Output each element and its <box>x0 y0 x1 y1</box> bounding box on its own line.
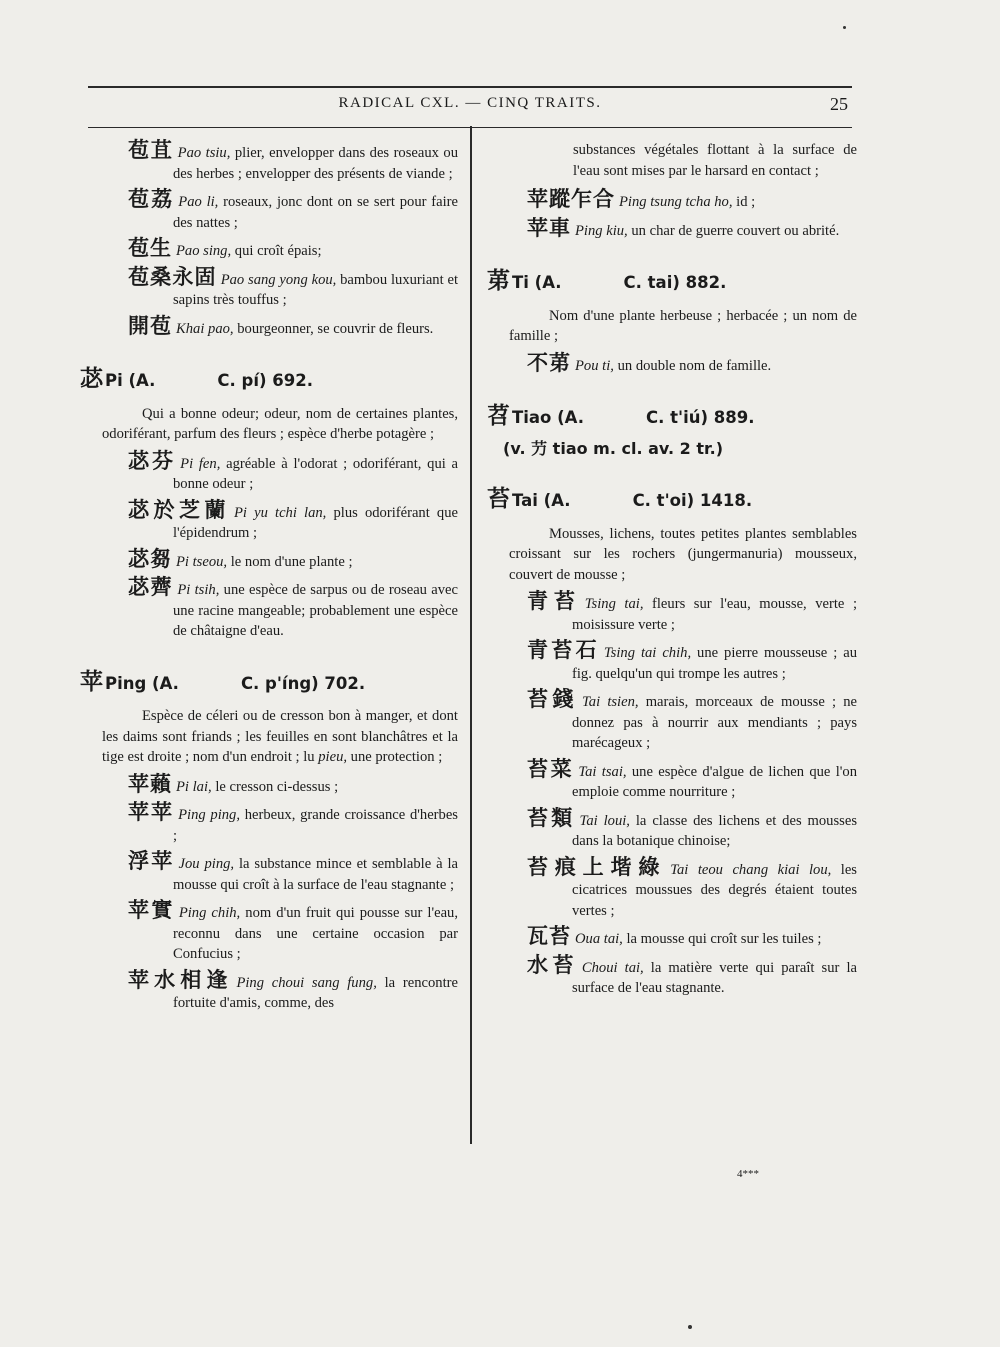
entry-text: fleurs sur l'eau, mousse, verte ; moisissure verte ; <box>572 596 857 633</box>
entry-cjk: 苹蹤乍合 <box>527 187 615 211</box>
entry-romanization: Pao tsiu, <box>177 145 231 161</box>
entry-text: un char de guerre couvert ou abrité. <box>627 222 840 239</box>
entry-romanization: Pao sang yong kou, <box>220 271 337 288</box>
entry-cjk: 苔菜 <box>527 756 575 781</box>
entry-romanization: Pao sing, <box>176 243 232 259</box>
headword-variant <box>487 439 857 460</box>
paper-speck <box>688 1325 692 1329</box>
entry <box>487 591 857 635</box>
entry-romanization: Ping ping, <box>178 807 240 823</box>
entry <box>487 926 857 950</box>
headword-cjk: 苾 <box>80 366 103 392</box>
entry-text: une espèce d'algue de lichen que l'on emploie comme nourriture ; <box>572 763 858 800</box>
entry <box>80 448 458 495</box>
headword-cjk: 苕 <box>487 403 510 429</box>
entry-text: bambou luxuriant et sapins très touffus ; <box>173 271 459 308</box>
entry-romanization: Tai tsai, <box>578 763 627 780</box>
entry-cjk: 苾於芝蘭 <box>128 497 230 522</box>
entry-cjk: 苾芻 <box>128 546 172 571</box>
entry-cjk: 苞荔 <box>128 187 175 211</box>
entry-romanization: Pi fen, <box>180 455 221 472</box>
entry-romanization: Tsing tai, <box>584 596 644 612</box>
entry-cjk: 苹車 <box>527 215 571 240</box>
entry-cjk: 苔類 <box>527 805 576 830</box>
entry-text: roseaux, jonc dont on se sert pour faire des nattes ; <box>173 194 459 231</box>
entry-text: la matière verte qui paraît sur la surface de l'eau stagnante. <box>572 959 857 996</box>
entry-text: une pierre mousseuse ; au fig. quelqu'un qui trompe les autres ; <box>572 645 857 682</box>
entry-text: le cresson ci-dessus ; <box>211 778 339 795</box>
entry <box>487 756 858 803</box>
headword-ref: C. pí) 692. <box>217 371 313 390</box>
entry-cjk: 苾薺 <box>128 575 174 599</box>
entry-text: nom d'un fruit qui pousse sur l'eau, reconnu dans une certaine occasion par Confucius ; <box>173 905 458 962</box>
signature-mark: 4*** <box>737 1168 759 1180</box>
entry <box>487 854 857 922</box>
entry-cjk: 苔痕上堦綠 <box>527 854 667 879</box>
entry-text: le nom d'une plante ; <box>227 553 353 570</box>
headword-title: Ti (A. <box>512 273 562 292</box>
entry-cjk: 苞桑永固 <box>128 264 217 289</box>
entry-cjk: 浮苹 <box>128 849 175 873</box>
entry-cjk: 苞苴 <box>128 138 174 162</box>
column-divider <box>470 126 472 1144</box>
variant-text: (v. <box>503 438 532 458</box>
headword-ref: C. t'oi) 1418. <box>632 491 753 510</box>
page-number: 25 <box>830 94 848 114</box>
entry-romanization: Tai teou chang kiai lou, <box>670 861 832 878</box>
entry-text: qui croît épais; <box>231 243 322 259</box>
running-title: RADICAL CXL. — CINQ TRAITS. <box>338 95 602 111</box>
entry-romanization: Pi lai, <box>176 778 212 795</box>
entry-cjk: 瓦苔 <box>527 924 571 948</box>
entry <box>487 689 857 754</box>
headword-ti <box>487 268 857 294</box>
definition: Nom d'une plante herbeuse ; herbacée ; un nom de famille ; <box>509 307 857 344</box>
entry <box>80 900 458 965</box>
entry-text: un double nom de famille. <box>613 357 772 374</box>
headword-ref: C. t'iú) 889. <box>646 408 755 427</box>
entry-cjk: 苹實 <box>128 898 175 922</box>
headword-ref: C. p'íng) 702. <box>240 673 366 693</box>
entry-romanization: Tai loui, <box>579 812 630 829</box>
entry <box>80 967 458 1014</box>
entry <box>80 546 458 573</box>
entry-text: une espèce de sarpus ou de roseau avec une racine mangeable; probablement une espèce de châtaigne d'eau. <box>173 582 458 639</box>
entry <box>80 802 458 846</box>
entry <box>487 189 857 213</box>
entry-text: herbeux, grande croissance d'herbes ; <box>173 807 458 844</box>
entry-text: plier, envelopper dans des roseaux ou des herbes ; envelopper des présents de viande ; <box>173 145 459 182</box>
entry-text: la classe des lichens et des mousses dans la botanique chinoise; <box>572 812 857 849</box>
entry-text: bourgeonner, se couvrir de fleurs. <box>233 320 434 337</box>
entry-cjk: 水苔 <box>527 952 578 977</box>
entry <box>80 264 459 311</box>
entry-cjk: 苹藾 <box>128 771 172 796</box>
entry <box>487 952 857 999</box>
headword-cjk: 苔 <box>487 486 510 512</box>
entry-text: les cicatrices moussues des degrés étaient toutes vertes ; <box>572 861 857 919</box>
headword-ref: C. tai) 882. <box>623 273 727 292</box>
entry-romanization: Choui tai, <box>581 959 644 976</box>
pao-entries <box>80 140 458 339</box>
entry <box>80 851 458 895</box>
running-header <box>88 86 852 128</box>
entry-cjk: 苹水相逢 <box>128 967 233 992</box>
continuation-text: substances végétales flottant à la surface de l'eau sont mises par le harsard en contact ; <box>573 142 857 179</box>
entry-romanization: Tai tsien, <box>582 694 639 710</box>
entry-romanization: Ping choui sang fung, <box>236 974 377 991</box>
variant-cjk: 芀 <box>531 438 548 458</box>
entry-text: id ; <box>732 194 756 210</box>
definition <box>80 706 458 768</box>
paper-speck <box>843 26 846 29</box>
headword-title: Tiao (A. <box>512 408 585 427</box>
headword-title: Pi (A. <box>105 371 156 390</box>
headword-tiao <box>487 403 857 459</box>
entry <box>80 140 458 184</box>
entry-romanization: Pi yu tchi lan, <box>233 504 327 521</box>
headword-cjk: 苹 <box>80 668 103 695</box>
entry-text: agréable à l'odorat ; odoriférant, qui a bonne odeur ; <box>173 455 458 492</box>
entry-romanization: Ping tsung tcha ho, <box>619 194 733 210</box>
entry <box>80 189 458 233</box>
headword-tai <box>487 486 857 512</box>
entry-cjk: 青苔 <box>527 589 581 613</box>
entry <box>80 771 458 798</box>
entry-romanization: Tsing tai chih, <box>603 645 692 661</box>
right-column <box>487 140 857 1004</box>
entry-romanization: Ping chih, <box>178 905 241 921</box>
entry-romanization: Ping kiu, <box>575 222 628 239</box>
entry-romanization: Oua tai, <box>575 931 623 947</box>
entry <box>487 350 857 377</box>
definition-text: Espèce de céleri ou de cresson bon à manger, et dont les daims sont friands ; les feuilles en sont blanchâtres et la tige est droite ; nom d'un endroit ; lu <box>102 708 458 765</box>
definition-text: une protection ; <box>347 749 443 765</box>
entry-cjk: 青苔石 <box>527 638 600 662</box>
entry-romanization: Pi tseou, <box>176 553 228 570</box>
entry-cjk: 不苐 <box>527 350 571 375</box>
entry-romanization: Pi tsih, <box>177 582 220 598</box>
entry-romanization: Khai pao, <box>176 320 234 337</box>
entry-text: la mousse qui croît sur les tuiles ; <box>622 931 822 947</box>
entry <box>80 577 458 642</box>
headword-pi <box>80 366 458 392</box>
entry-text: marais, morceaux de mousse ; ne donnez pas à nourrir aux mendiants ; pays marécageux ; <box>572 694 857 751</box>
entry <box>487 640 857 684</box>
entry-cjk: 開苞 <box>128 313 172 338</box>
entry-cjk: 苔錢 <box>527 687 579 711</box>
entry-cjk: 苹苹 <box>128 800 175 824</box>
entry <box>80 497 459 544</box>
headword-ping <box>80 668 458 695</box>
entry-romanization: Pou ti, <box>575 357 614 374</box>
headword-cjk: 苐 <box>487 268 510 294</box>
headword-title: Tai (A. <box>512 491 571 510</box>
entry-romanization: Jou ping, <box>178 856 235 872</box>
variant-text: tiao m. cl. av. 2 tr.) <box>547 438 724 458</box>
entry-cjk: 苞生 <box>128 236 172 260</box>
entry <box>487 805 857 852</box>
entry-text: la substance mince et semblable à la mousse qui croît à la surface de l'eau stagnante ; <box>173 856 458 893</box>
entry <box>80 313 458 340</box>
entry-romanization: Pao li, <box>178 194 219 210</box>
entry-cjk: 苾芬 <box>128 448 177 473</box>
entry <box>487 215 857 242</box>
headword-title: Ping (A. <box>105 673 179 693</box>
entry <box>80 238 458 262</box>
definition-romanization: pieu, <box>318 749 348 765</box>
left-column <box>80 140 458 1019</box>
entry-text: la rencontre fortuite d'amis, comme, des <box>173 974 458 1011</box>
definition: Mousses, lichens, toutes petites plantes semblables croissant sur les rochers (jungermanuria) mousseux, couvert de mousse ; <box>509 525 857 583</box>
definition: Qui a bonne odeur; odeur, nom de certaines plantes, odoriférant, parfum des fleurs ; espèce d'herbe potagère ; <box>102 405 458 442</box>
entry-text: plus odoriférant que l'épidendrum ; <box>173 504 459 541</box>
